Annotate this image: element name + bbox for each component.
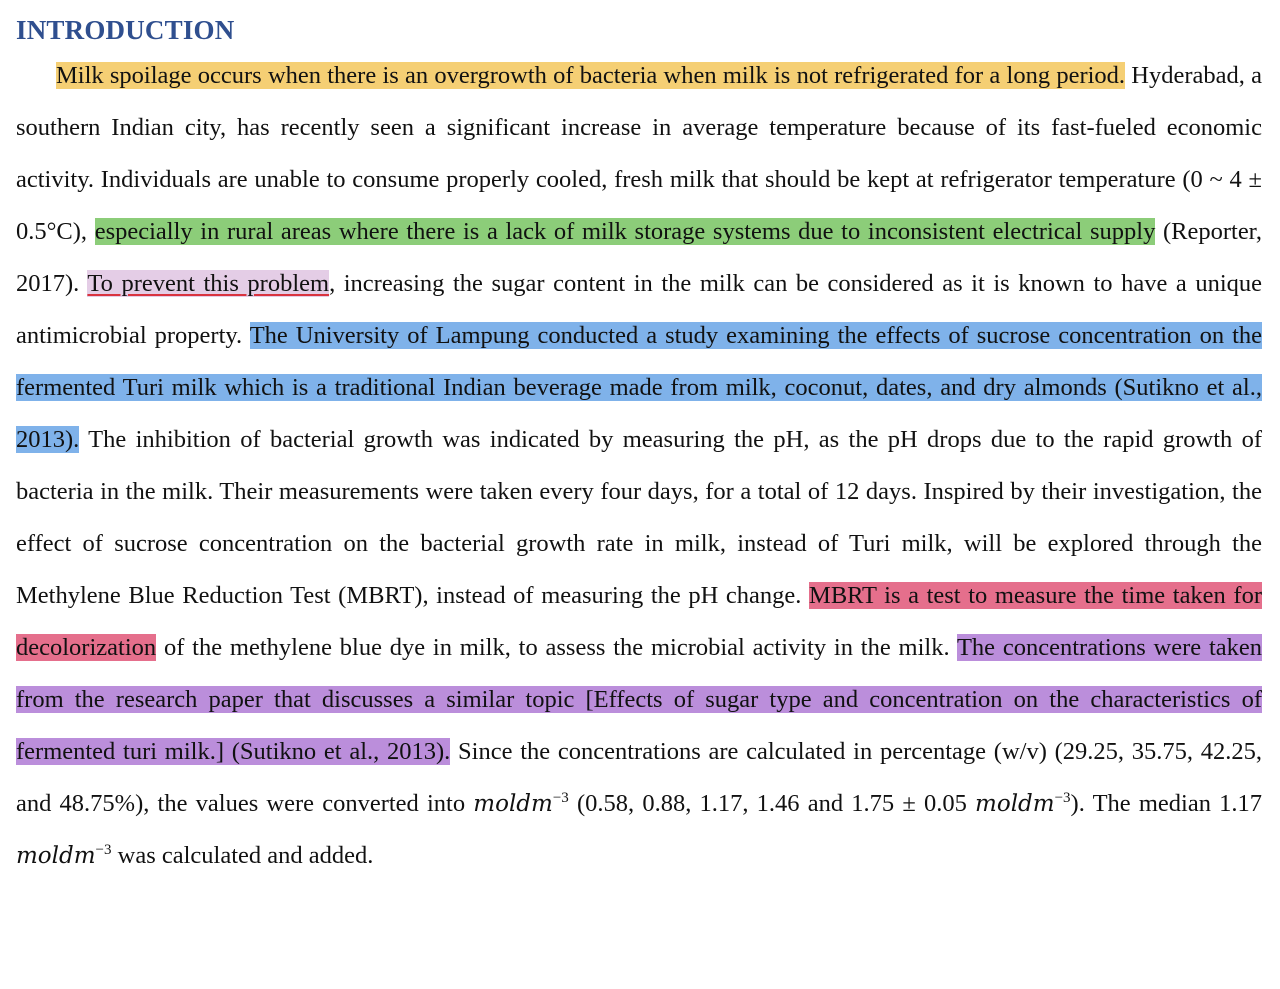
text-methylene-blue: of the methylene blue dye in milk, to assess the microbial activity in the milk. [156,634,957,661]
unit-exponent: −3 [1054,790,1071,806]
text-inhibition: The inhibition of bacterial growth was indicated by measuring the pH, as the pH drops due to the rapid growth of bacteria in the milk. Their measurements were taken every four days, for a total of 12 days. Inspired by their investigation, the effect of sucrose concentration on the bacterial growth rate in milk, instead of Turi milk, will be explored through the Methylene Blue Reduction Test (MBRT), instead of measuring the pH change. [16,426,1262,609]
text-calculated-added: was calculated and added. [111,842,374,869]
text-hyderabad: Hyderabad, a southern Indian city, has recently seen a significant increase in average temperature because of its fast-fueled economic activity. Individuals are unable to consume properly cooled, fresh milk that should be kept at refrigerator temperature (0 ~ 4 ± 0.5°C), [16,62,1262,245]
text-concentration-values: (0.58, 0.88, 1.17, 1.46 and 1.75 ± 0.05 [568,790,976,817]
unit-moldm: moldm [975,791,1055,817]
introduction-paragraph [16,50,1262,882]
highlight-prevent-problem: To prevent this problem [87,270,330,297]
unit-moldm: moldm [16,843,96,869]
text-concentrations-percent: Since the concentrations are calculated in percentage (w/v) (29.25, 35.75, 42.25, and 48.75%), the values were converted into [16,738,1262,817]
highlight-milk-spoilage: Milk spoilage occurs when there is an overgrowth of bacteria when milk is not refrigerated for a long period. [56,62,1126,89]
highlight-university-study: The University of Lampung conducted a study examining the effects of sucrose concentration on the fermented Turi milk which is a traditional Indian beverage made from milk, coconut, dates, and dry almonds (Sutikno et al., 2013). [16,322,1262,453]
highlight-mbrt-definition: MBRT is a test to measure the time taken for decolorization [16,582,1262,661]
document-page [16,0,1262,882]
unit-exponent: −3 [95,842,112,858]
highlight-concentrations-source: The concentrations were taken from the research paper that discusses a similar topic [Effects of sugar type and concentration on the characteristics of fermented turi milk.] (Sutikno et al., 2013). [16,634,1263,765]
text-median: ). The median 1.17 [1070,790,1263,817]
section-heading: INTRODUCTION [16,15,235,45]
text-reporter-citation: (Reporter, 2017). [16,218,1262,297]
highlight-rural-areas: especially in rural areas where there is a lack of milk storage systems due to inconsistent electrical supply [94,218,1156,245]
unit-exponent: −3 [552,790,569,806]
text-sugar-content: , increasing the sugar content in the milk can be considered as it is known to have a unique antimicrobial property. [16,270,1262,349]
unit-moldm: moldm [473,791,553,817]
